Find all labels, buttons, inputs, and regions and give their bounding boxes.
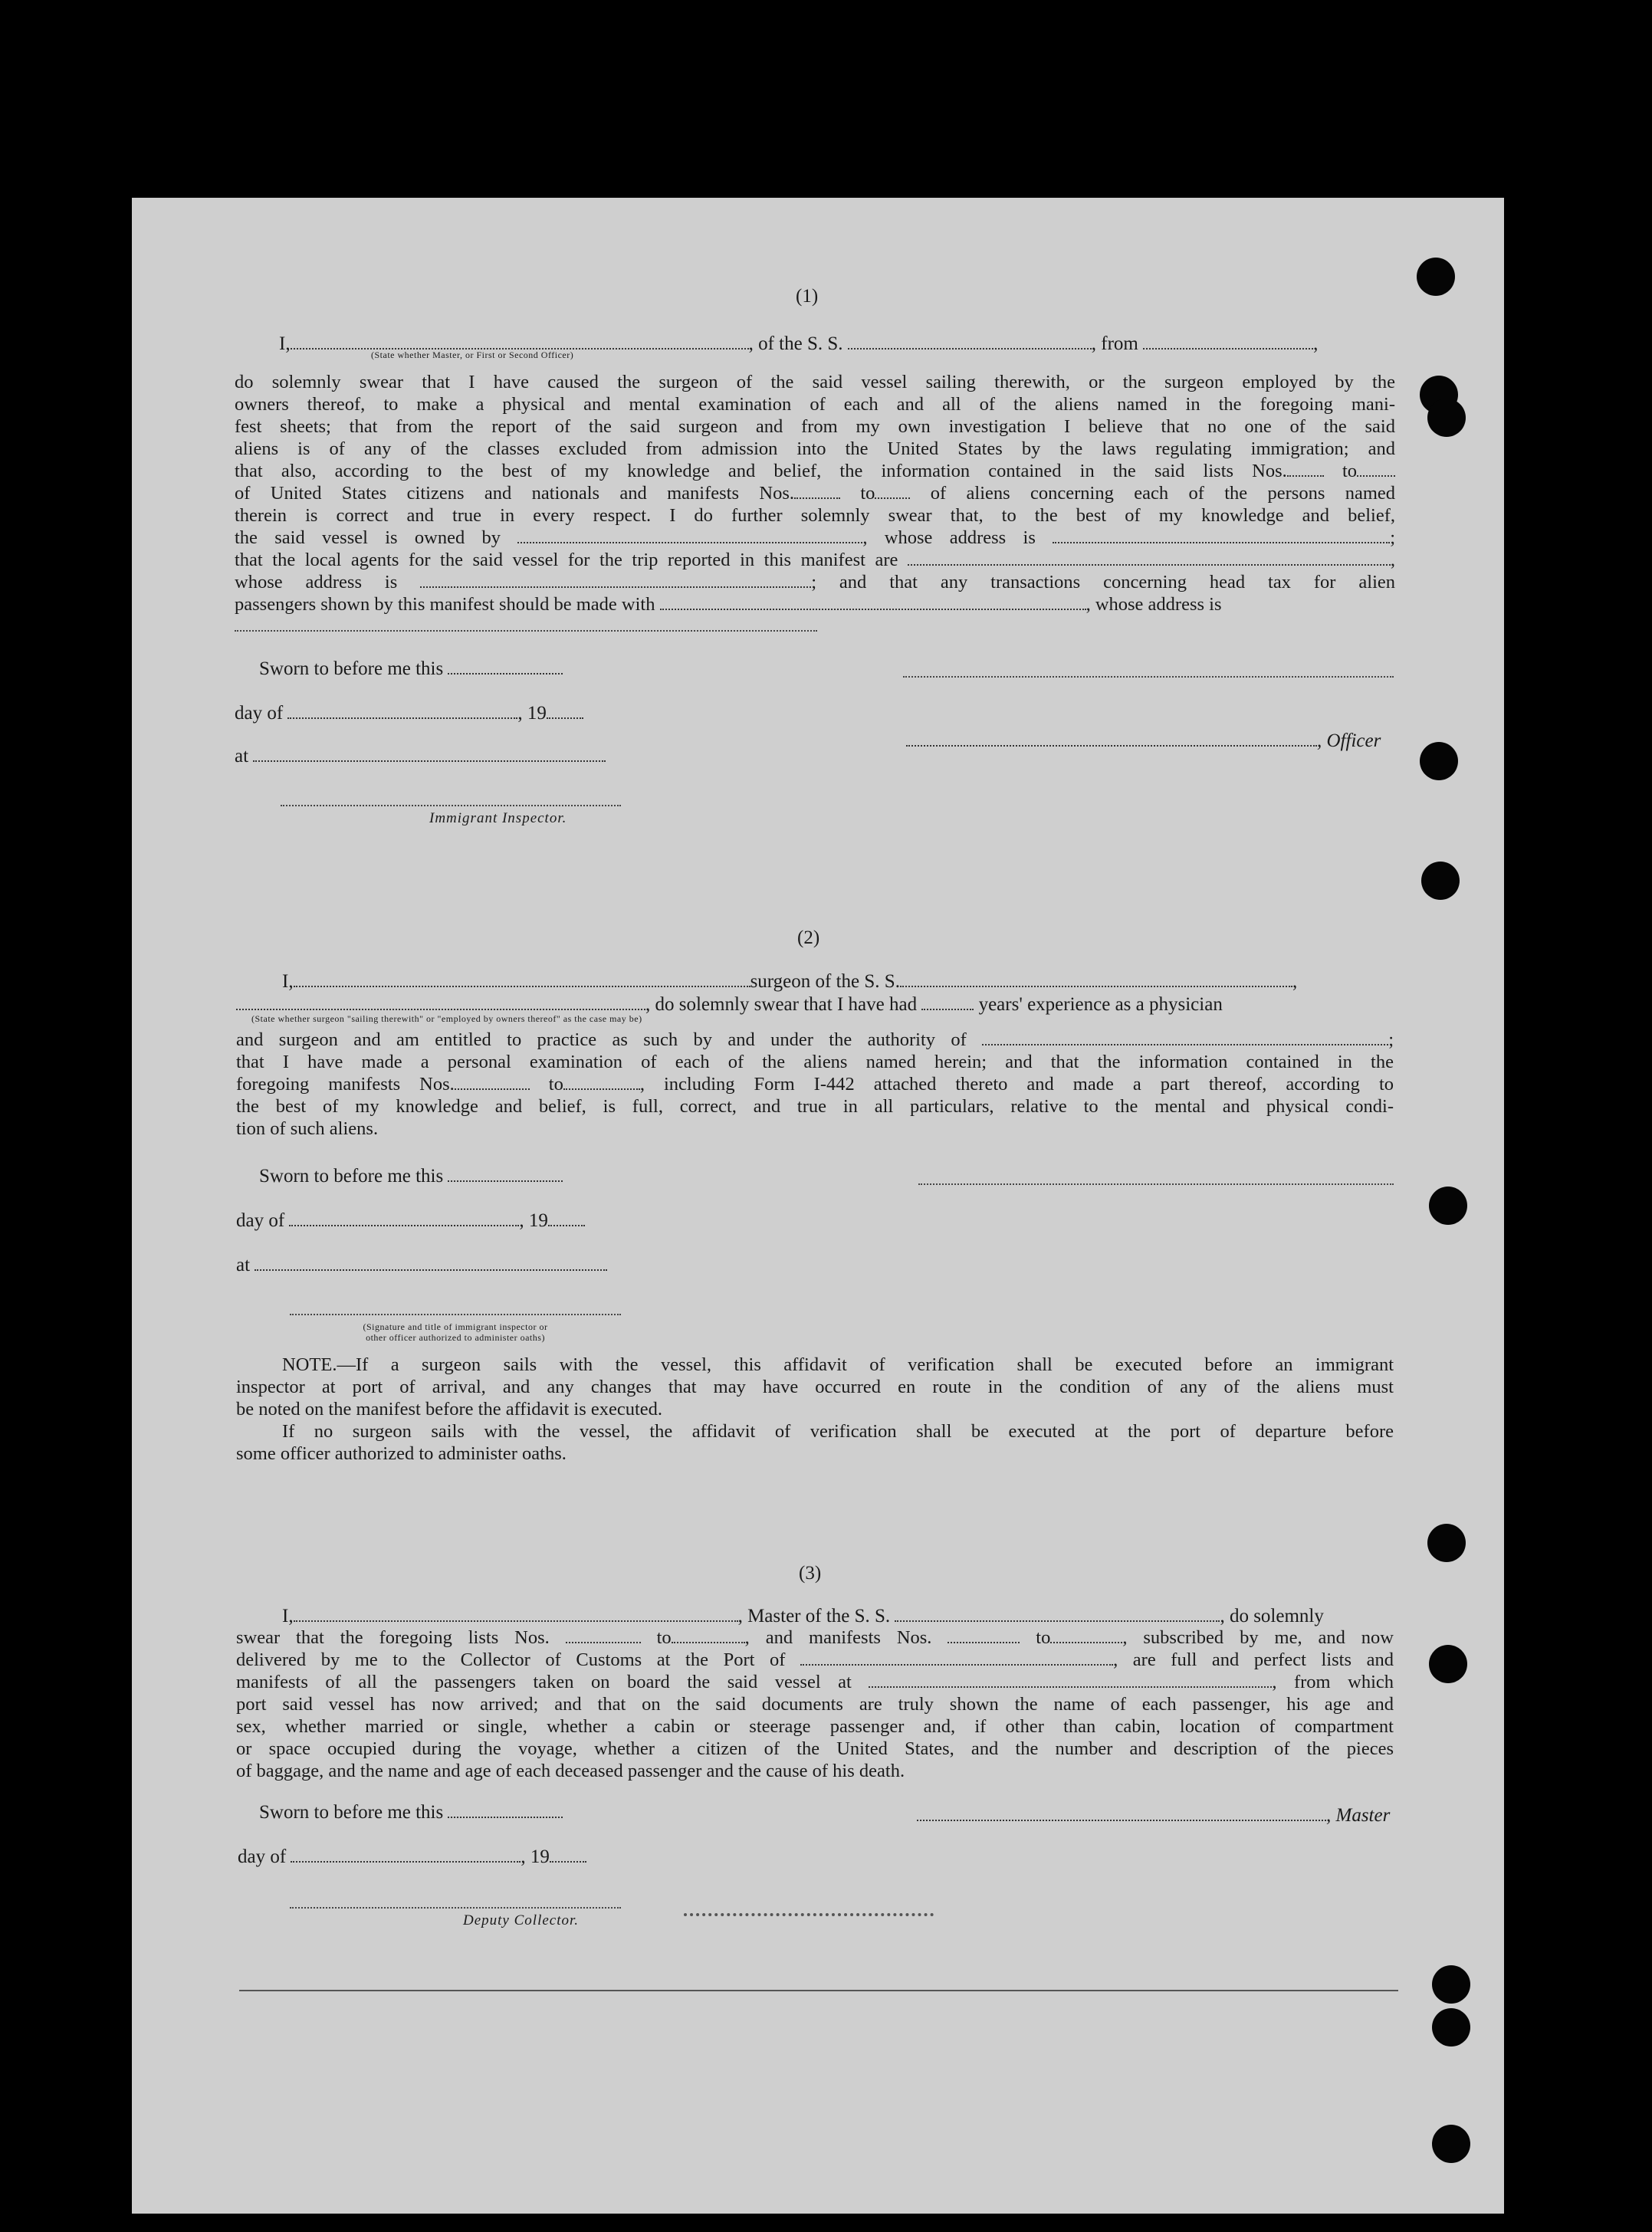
s1-pronoun: I, bbox=[279, 333, 291, 354]
s2-line-authority bbox=[236, 1029, 1394, 1051]
s3-day-of bbox=[238, 1847, 586, 1866]
owner-address-field[interactable] bbox=[1053, 542, 1390, 543]
head-tax-party-field[interactable] bbox=[660, 609, 1086, 610]
s2-line1 bbox=[282, 972, 1297, 991]
punch-hole bbox=[1432, 2008, 1470, 2047]
s2-manifests-to-field[interactable] bbox=[563, 1088, 640, 1090]
text: , Master of the S. S. bbox=[737, 1606, 891, 1626]
punct: , bbox=[1292, 971, 1298, 992]
at-label: at bbox=[235, 746, 249, 766]
note-line: inspector at port of arrival, and any changes that may have occurred en route in the condition of any of the aliens must bbox=[236, 1377, 1394, 1397]
s1-line-head-tax bbox=[235, 593, 1395, 615]
master-name-field[interactable] bbox=[294, 1620, 738, 1622]
text: passengers shown by this manifest should be made with bbox=[235, 594, 655, 615]
year-label: , 19 bbox=[521, 1846, 550, 1867]
s1-line: fest sheets; that from the report of the said surgeon and from my own investigation I believe that no one of the said bbox=[235, 416, 1395, 437]
s3-line-lists bbox=[236, 1626, 1394, 1649]
note-line: some officer authorized to administer oaths. bbox=[236, 1443, 567, 1464]
text: years' experience as a physician bbox=[978, 994, 1223, 1015]
sig-note-1: (Signature and title of immigrant inspector or bbox=[363, 1321, 548, 1332]
of-ship-label: , of the S. S. bbox=[748, 333, 843, 354]
text: to bbox=[1342, 461, 1358, 481]
text: to bbox=[656, 1627, 672, 1648]
text: , whose address is bbox=[862, 527, 1036, 548]
s2-line: that I have made a personal examination of each of the aliens named herein; and that the information contained in the bbox=[236, 1052, 1394, 1072]
owner-field[interactable] bbox=[517, 542, 862, 543]
punch-hole bbox=[1432, 1965, 1470, 2004]
text: to bbox=[860, 483, 875, 504]
s3-sworn bbox=[259, 1803, 563, 1822]
s3-deputy-line[interactable] bbox=[290, 1907, 621, 1909]
rank-note: (State whether Master, or First or Second Officer) bbox=[371, 350, 574, 360]
text: , are full and perfect lists and bbox=[1113, 1649, 1394, 1670]
s2-line2 bbox=[236, 995, 1223, 1014]
s2-inspector-line[interactable] bbox=[290, 1314, 621, 1315]
s1-sworn bbox=[259, 659, 563, 678]
s2-pronoun: I, bbox=[282, 971, 294, 992]
section-3-number: (3) bbox=[799, 1563, 822, 1584]
s3-dotted-mark bbox=[684, 1913, 934, 1916]
surgeon-name-field[interactable] bbox=[294, 986, 750, 987]
text: , from which bbox=[1272, 1672, 1394, 1692]
at-label: at bbox=[236, 1255, 251, 1275]
s1-signature-line[interactable] bbox=[903, 676, 1394, 678]
text: ; and that any transactions concerning head tax for alien bbox=[811, 572, 1395, 592]
text: , bbox=[1390, 550, 1396, 570]
ship-name-field[interactable] bbox=[848, 348, 1092, 350]
s3-departure-field[interactable] bbox=[869, 1686, 1272, 1688]
text: delivered by me to the Collector of Customs at the Port of bbox=[236, 1649, 786, 1670]
text: foregoing manifests Nos. bbox=[236, 1074, 455, 1095]
s3-manifests-from-field[interactable] bbox=[948, 1642, 1020, 1643]
s1-year-field[interactable] bbox=[547, 717, 583, 719]
s3-lists-to-field[interactable] bbox=[672, 1642, 745, 1643]
sworn-label: Sworn to before me this bbox=[259, 1166, 444, 1187]
sig-note-2: other officer authorized to administer oaths) bbox=[366, 1332, 545, 1343]
s2-line-manifests bbox=[236, 1073, 1394, 1095]
from-label: , from bbox=[1091, 333, 1138, 354]
s2-line: tion of such aliens. bbox=[236, 1118, 379, 1139]
punch-hole bbox=[1420, 742, 1458, 780]
s3-line: port said vessel has now arrived; and that on the said documents are truly shown the name of each passenger, his age and bbox=[236, 1694, 1394, 1715]
bottom-rule bbox=[239, 1990, 1398, 1991]
s1-inspector-line[interactable] bbox=[281, 805, 621, 806]
master-label: , Master bbox=[1326, 1805, 1391, 1826]
s3-line: or space occupied during the voyage, whether a citizen of the United States, and the number and description of the pieces bbox=[236, 1738, 1394, 1759]
text: manifests of all the passengers taken on board the said vessel at bbox=[236, 1672, 852, 1692]
punct: , bbox=[1313, 333, 1319, 354]
section-1-number: (1) bbox=[796, 286, 819, 307]
s1-officer bbox=[906, 731, 1381, 750]
note-line: If no surgeon sails with the vessel, the affidavit of verification shall be executed at the port of departure before bbox=[282, 1421, 1394, 1442]
years-field[interactable] bbox=[921, 1009, 974, 1010]
s1-line: owners thereof, to make a physical and mental examination of each and all of the aliens named in the foregoing mani- bbox=[235, 394, 1395, 415]
s2-sworn bbox=[259, 1167, 563, 1186]
s3-year-field[interactable] bbox=[550, 1861, 586, 1863]
punch-hole bbox=[1429, 1187, 1467, 1225]
text: , whose address is bbox=[1085, 594, 1222, 615]
note-line: be noted on the manifest before the affidavit is executed. bbox=[236, 1399, 663, 1420]
s2-place-field[interactable] bbox=[255, 1269, 607, 1271]
s2-at bbox=[236, 1256, 607, 1275]
s3-master-signature-field[interactable] bbox=[917, 1820, 1326, 1821]
s3-line: of baggage, and the name and age of each deceased passenger and the cause of his death. bbox=[236, 1761, 905, 1781]
surgeon-status-note: (State whether surgeon "sailing therewith" or "employed by owners thereof" as the case may be) bbox=[251, 1013, 642, 1024]
s3-line1 bbox=[282, 1607, 1324, 1626]
s1-line: do solemnly swear that I have caused the surgeon of the said vessel sailing therewith, or the surgeon employed by the bbox=[235, 372, 1395, 392]
punch-hole bbox=[1421, 862, 1460, 900]
inspector-caption: Immigrant Inspector. bbox=[429, 810, 567, 826]
manifests-to-field[interactable] bbox=[875, 497, 910, 499]
text: , subscribed by me, and now bbox=[1122, 1627, 1394, 1648]
s3-sworn-day-field[interactable] bbox=[448, 1817, 563, 1818]
s1-place-field[interactable] bbox=[253, 760, 606, 762]
s1-at bbox=[235, 747, 606, 766]
s3-line-port bbox=[236, 1649, 1394, 1671]
s3-manifests-to-field[interactable] bbox=[1050, 1642, 1122, 1643]
sworn-label: Sworn to before me this bbox=[259, 1802, 444, 1823]
text: the said vessel is owned by bbox=[235, 527, 501, 548]
text: that the local agents for the said vessel for the trip reported in this manifest are bbox=[235, 550, 898, 570]
punch-hole bbox=[1417, 258, 1455, 296]
day-of-label: day of bbox=[238, 1846, 287, 1867]
agents-field[interactable] bbox=[908, 564, 1391, 566]
day-of-label: day of bbox=[236, 1210, 285, 1231]
s1-line-agent-address bbox=[235, 571, 1395, 593]
s1-line: aliens is of any of the classes excluded from admission into the United States by the laws regulating immigration; and bbox=[235, 438, 1395, 459]
punch-hole bbox=[1427, 399, 1466, 437]
s1-line: therein is correct and true in every respect. I do further solemnly swear that, to the best of my knowledge and belief, bbox=[235, 505, 1395, 526]
text: of United States citizens and nationals and manifests Nos. bbox=[235, 483, 794, 504]
text: , and manifests Nos. bbox=[744, 1627, 932, 1648]
s2-month-field[interactable] bbox=[289, 1225, 519, 1226]
s1-day-of bbox=[235, 704, 583, 723]
punch-hole bbox=[1432, 2125, 1470, 2163]
s1-line-manifests bbox=[235, 482, 1395, 504]
text: to bbox=[1036, 1627, 1051, 1648]
s2-note bbox=[236, 1354, 1394, 1465]
s1-body bbox=[235, 371, 1395, 615]
s2-line: the best of my knowledge and belief, is full, correct, and true in all particulars, relative to the mental and physical condi- bbox=[236, 1096, 1394, 1117]
text: , do solemnly swear that I have had bbox=[645, 994, 918, 1015]
s1-line-agents bbox=[235, 549, 1395, 571]
s2-sworn-day-field[interactable] bbox=[448, 1180, 563, 1182]
text: ; bbox=[1388, 1029, 1394, 1050]
s2-ship-field[interactable] bbox=[900, 986, 1292, 987]
text: that also, according to the best of my knowledge and belief, the information contained in the said lists Nos. bbox=[235, 461, 1287, 481]
s2-day-of bbox=[236, 1211, 585, 1230]
sworn-day-field[interactable] bbox=[448, 673, 563, 675]
s1-officer-field[interactable] bbox=[906, 745, 1317, 747]
port-from-field[interactable] bbox=[1143, 348, 1313, 350]
s3-ship-field[interactable] bbox=[895, 1620, 1220, 1622]
s3-master bbox=[917, 1806, 1390, 1825]
text: whose address is bbox=[235, 572, 398, 592]
surgeon-status-field[interactable] bbox=[236, 1009, 645, 1010]
deputy-caption: Deputy Collector. bbox=[463, 1912, 580, 1928]
s3-body bbox=[236, 1626, 1394, 1782]
text: and surgeon and am entitled to practice as such by and under the authority of bbox=[236, 1029, 967, 1050]
s3-line-vessel-at bbox=[236, 1671, 1394, 1693]
punch-hole bbox=[1427, 1524, 1466, 1562]
section-2-number: (2) bbox=[797, 927, 820, 948]
s2-body bbox=[236, 1029, 1394, 1140]
officer-label: , Officer bbox=[1317, 730, 1381, 751]
sworn-label: Sworn to before me this bbox=[259, 658, 444, 679]
head-tax-address-field[interactable] bbox=[235, 630, 817, 632]
s2-year-field[interactable] bbox=[548, 1225, 585, 1226]
year-label: , 19 bbox=[519, 1210, 548, 1231]
text: , including Form I-442 attached thereto and made a part thereof, according to bbox=[639, 1074, 1394, 1095]
text: swear that the foregoing lists Nos. bbox=[236, 1627, 550, 1648]
s1-month-field[interactable] bbox=[287, 717, 517, 719]
s3-month-field[interactable] bbox=[291, 1861, 521, 1863]
s1-line-lists bbox=[235, 460, 1395, 482]
s3-lists-from-field[interactable] bbox=[566, 1642, 641, 1643]
text: , do solemnly bbox=[1220, 1606, 1324, 1626]
lists-to-field[interactable] bbox=[1357, 475, 1395, 477]
punch-hole bbox=[1429, 1645, 1467, 1683]
agents-address-field[interactable] bbox=[420, 586, 811, 588]
text: of aliens concerning each of the persons named bbox=[930, 483, 1396, 504]
manifests-from-field[interactable] bbox=[794, 497, 840, 499]
s2-manifests-from-field[interactable] bbox=[455, 1088, 530, 1090]
lists-from-field[interactable] bbox=[1287, 475, 1324, 477]
day-of-label: day of bbox=[235, 703, 284, 724]
note-line: NOTE.—If a surgeon sails with the vessel, this affidavit of verification shall be executed before an immigrant bbox=[282, 1354, 1394, 1375]
s2-signature-line[interactable] bbox=[918, 1183, 1394, 1185]
form-page bbox=[132, 198, 1504, 2214]
s3-port-field[interactable] bbox=[800, 1664, 1113, 1666]
s3-pronoun: I, bbox=[282, 1606, 294, 1626]
s1-line-owner bbox=[235, 527, 1395, 549]
s3-line: sex, whether married or single, whether a cabin or steerage passenger and, if other than cabin, location of compartment bbox=[236, 1716, 1394, 1737]
surgeon-of-label: surgeon of the S. S. bbox=[750, 971, 900, 992]
text: to bbox=[548, 1074, 563, 1095]
year-label: , 19 bbox=[517, 703, 547, 724]
text: ; bbox=[1390, 527, 1396, 548]
authority-field[interactable] bbox=[982, 1044, 1388, 1045]
